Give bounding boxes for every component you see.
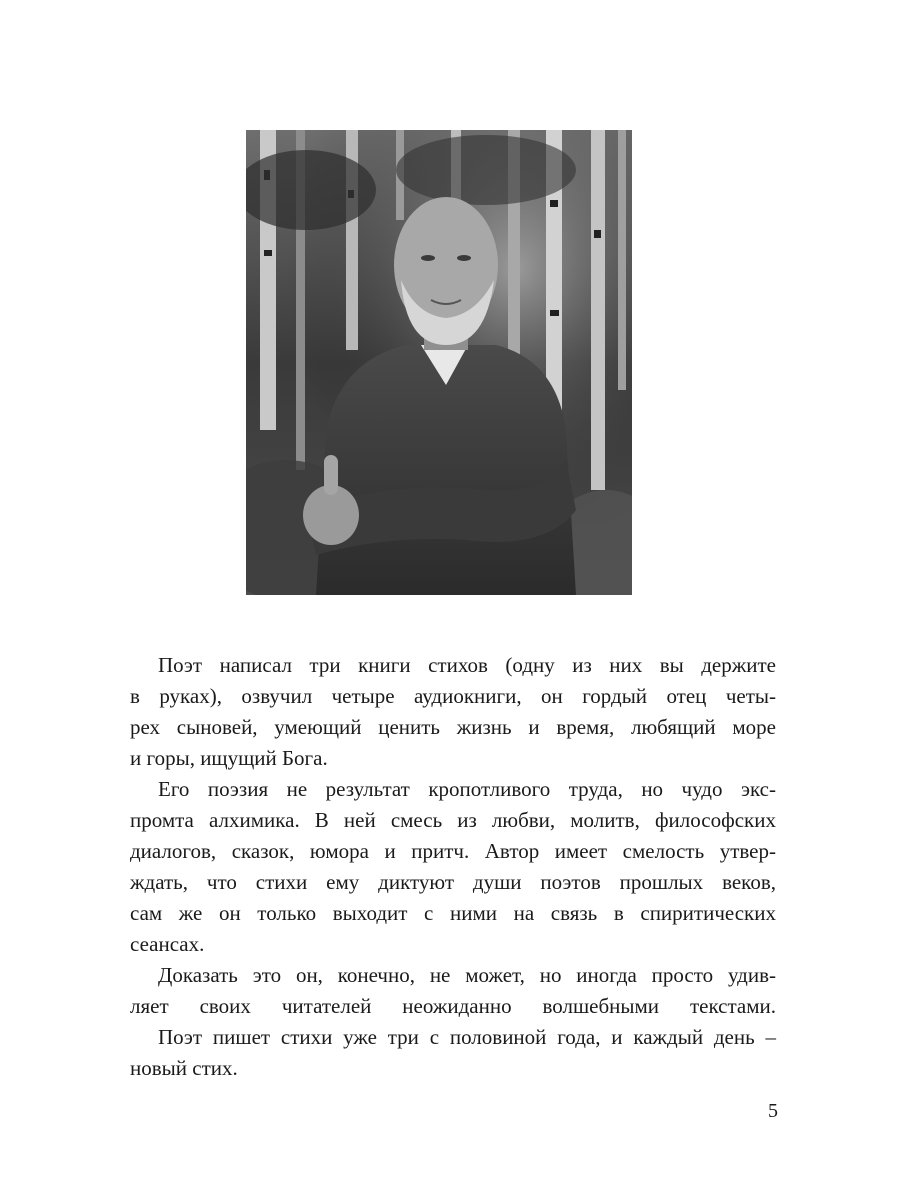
text-line: промта алхимика. В ней смесь из любви, молитв, философских (130, 808, 776, 832)
text-line: Его поэзия не результат кропотливого труда, но чудо экс- (158, 777, 776, 801)
text-line: рех сыновей, умеющий ценить жизнь и время, любящий море (130, 715, 776, 739)
text-block (130, 650, 776, 1084)
text-line: ляет своих читателей неожиданно волшебными текстами. (130, 994, 776, 1018)
text-line: ждать, что стихи ему диктуют души поэтов прошлых веков, (130, 870, 776, 894)
text-line: Поэт написал три книги стихов (одну из них вы держите (158, 653, 776, 677)
paragraph-1 (130, 650, 776, 774)
paragraph-4 (130, 1022, 776, 1084)
text-line: в руках), озвучил четыре аудиокниги, он гордый отец четы- (130, 684, 776, 708)
text-line: диалогов, сказок, юмора и притч. Автор имеет смелость утвер- (130, 839, 776, 863)
author-photo (246, 130, 632, 595)
page-number: 5 (768, 1100, 778, 1122)
text-line: сам же он только выходит с ними на связь в спиритических (130, 901, 776, 925)
text-line: Поэт пишет стихи уже три с половиной года, и каждый день – (158, 1025, 776, 1049)
text-line: и горы, ищущий Бога. (130, 746, 328, 770)
text-line: Доказать это он, конечно, не может, но иногда просто удив- (158, 963, 776, 987)
paragraph-3 (130, 960, 776, 1022)
text-line: сеансах. (130, 932, 205, 956)
paragraph-2 (130, 774, 776, 960)
text-line: новый стих. (130, 1056, 238, 1080)
